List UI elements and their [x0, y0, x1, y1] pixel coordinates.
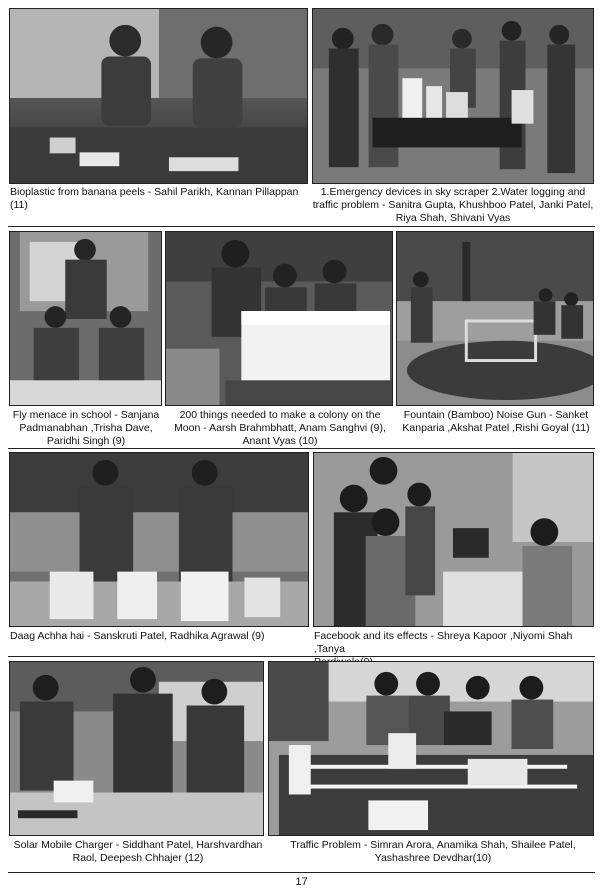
- photo-fly-menace: [9, 231, 162, 406]
- photo-bioplastic: [9, 8, 308, 184]
- caption-fly-menace: Fly menace in school - Sanjana Padmanabhan ,Trisha Dave, Paridhi Singh (9): [12, 409, 160, 447]
- photo-daag-achha-hai: [9, 452, 309, 627]
- footer-divider: [8, 872, 595, 873]
- photo-moon-colony: [165, 231, 393, 406]
- photo-facebook-effects: [313, 452, 594, 627]
- caption-traffic-problem: Traffic Problem - Simran Arora, Anamika Shah, Shailee Patel, Yashashree Devdhar(10): [290, 839, 576, 864]
- page-number: 17: [295, 876, 308, 888]
- caption-moon-colony: 200 things needed to make a colony on the Moon - Aarsh Brahmbhatt, Anam Sanghvi (9), Anant Vyas (10): [174, 409, 386, 447]
- caption-facebook-effects: Facebook and its effects - Shreya Kapoor ,Niyomi Shah ,Tanya: [314, 630, 573, 655]
- photo-solar-charger: [9, 661, 264, 836]
- caption-fountain: Fountain (Bamboo) Noise Gun - Sanket Kanparia ,Akshat Patel ,Rishi Goyal (11): [402, 409, 590, 434]
- photo-skyscraper-traffic: [312, 8, 594, 184]
- caption-bioplastic: Bioplastic from banana peels - Sahil Parikh, Kannan Pillappan (11): [10, 186, 299, 211]
- divider: [8, 226, 595, 227]
- photo-fountain: [396, 231, 594, 406]
- divider: [8, 656, 595, 657]
- caption-skyscraper-traffic: 1.Emergency devices in sky scraper 2.Water logging and traffic problem - Sanitra Gupta, Khushboo Patel, Janki Patel, Riya Shah, Shivani Vyas: [312, 186, 594, 224]
- photo-traffic-problem: [268, 661, 594, 836]
- caption-solar-charger: Solar Mobile Charger - Siddhant Patel, Harshvardhan Raol, Deepesh Chhajer (12): [13, 839, 263, 864]
- divider: [8, 448, 595, 449]
- caption-daag-achha-hai: Daag Achha hai - Sanskruti Patel, Radhika Agrawal (9): [10, 630, 265, 642]
